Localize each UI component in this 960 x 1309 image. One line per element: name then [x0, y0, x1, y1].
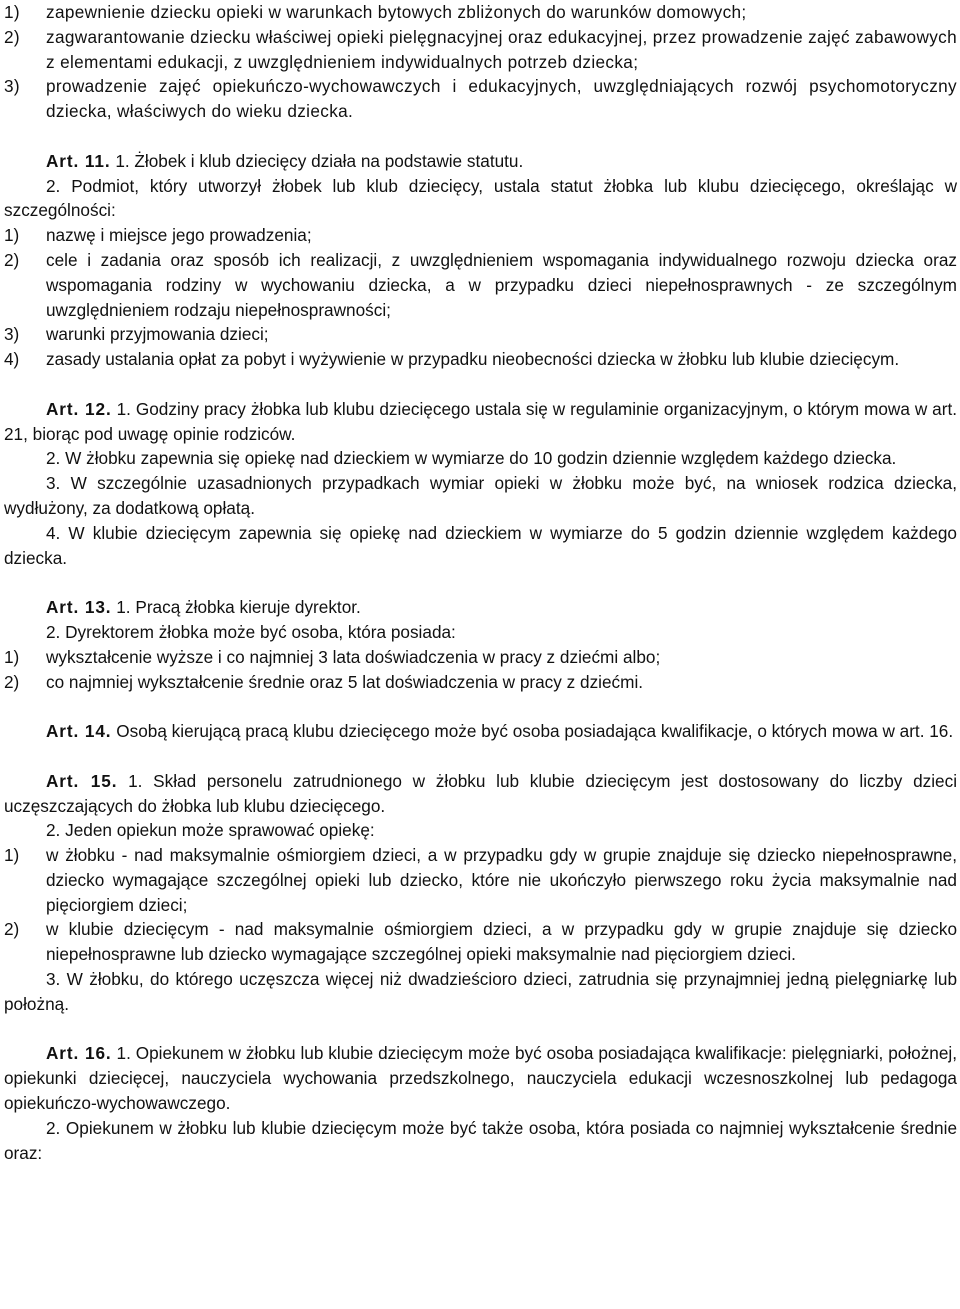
list-item — [4, 248, 957, 322]
article-12-paragraph-2: 2. W żłobku zapewnia się opiekę nad dzieckiem w wymiarze do 10 godzin dziennie względem każdego dziecka. — [46, 448, 897, 469]
list-item-number: 3) — [4, 324, 20, 345]
list-item-number: 2) — [4, 26, 20, 47]
list-item-number: 1) — [4, 225, 20, 246]
list-item-number: 3) — [4, 76, 20, 97]
list-item-text: co najmniej wykształcenie średnie oraz 5 lat doświadczenia w pracy z dziećmi. — [46, 671, 644, 692]
list-item — [4, 670, 957, 695]
list-item-text: zasady ustalania opłat za pobyt i wyżywienie w przypadku nieobecności dziecka w żłobku lub klubie dziecięcym. — [46, 349, 900, 370]
article-11-paragraph-1 — [4, 149, 957, 174]
list-item-number: 1) — [4, 646, 20, 667]
list-item-number: 2) — [4, 249, 20, 270]
article-15-paragraph-3: 3. W żłobku, do którego uczęszcza więcej niż dwadzieścioro dzieci, zatrudnia się przynajmniej jedną pielęgniarkę lub położną. — [4, 969, 957, 1014]
list-item — [4, 347, 957, 372]
list-item — [4, 917, 957, 967]
article-14-paragraph-1-text: Osobą kierującą pracą klubu dziecięcego może być osoba posiadająca kwalifikacje, o których mowa w art. 16. — [116, 721, 954, 742]
list-item — [4, 223, 957, 248]
list-item — [4, 843, 957, 917]
list-item — [4, 645, 957, 670]
list-item-text: wykształcenie wyższe i co najmniej 3 lata doświadczenia w pracy z dziećmi albo; — [46, 646, 661, 667]
article-16-paragraph-1 — [4, 1041, 957, 1115]
list-item-text: cele i zadania oraz sposób ich realizacji, z uwzględnieniem wspomagania indywidualnego rozwoju dziecka oraz wspomagania rodziny w wychowaniu dziecka, a w przypadku dzieci niepełnosprawnych - ze szczególnym uwzględnieniem rodzaju niepełnosprawności; — [46, 249, 957, 320]
article-13-label: Art. 13. — [46, 597, 112, 618]
list-item-text: w klubie dziecięcym - nad maksymalnie ośmiorgiem dzieci, a w przypadku gdy w grupie znajduje się dziecko niepełnosprawne lub dziecko wymagające szczególnej opieki maksymalnie nad pięciorgiem dzieci. — [46, 919, 957, 965]
article-11-paragraph-1-text: 1. Żłobek i klub dziecięcy działa na podstawie statutu. — [115, 150, 524, 171]
list-item — [4, 322, 957, 347]
list-item-text: w żłobku - nad maksymalnie ośmiorgiem dzieci, a w przypadku gdy w grupie znajduje się dziecko niepełnosprawne, dziecko wymagające szczególnej opieki lub dziecko, które nie ukończyło pierwszego roku życia maksymalnie nad pięciorgiem dzieci; — [46, 845, 957, 915]
list-item-text: nazwę i miejsce jego prowadzenia; — [46, 225, 312, 246]
article-14-paragraph-1 — [4, 719, 957, 744]
article-15-paragraph-1 — [4, 769, 957, 819]
list-item-number: 2) — [4, 919, 20, 940]
list-item-number: 1) — [4, 2, 20, 22]
article-14-label: Art. 14. — [46, 721, 112, 742]
list-item-number: 2) — [4, 671, 20, 692]
article-12-paragraph-4: 4. W klubie dziecięcym zapewnia się opiekę nad dzieckiem w wymiarze do 5 godzin dziennie względem każdego dziecka. — [4, 522, 957, 568]
article-16-paragraph-1-text: 1. Opiekunem w żłobku lub klubie dziecięcym może być osoba posiadająca kwalifikacje: pielęgniarki, położnej, opiekunki dziecięcej, nauczyciela wychowania przedszkolnego, nauczyciela edukacji wczesnoszkolnej lub pedagoga opiekuńczo-wychowawczego. — [4, 1043, 958, 1114]
article-12-paragraph-3: 3. W szczególnie uzasadnionych przypadkach wymiar opieki w żłobku może być, na wniosek rodzica dziecka, wydłużony, za dodatkową opłatą. — [4, 473, 957, 518]
list-item — [4, 0, 957, 25]
article-13-paragraph-1 — [4, 595, 957, 620]
article-11-paragraph-2: 2. Podmiot, który utworzył żłobek lub klub dziecięcy, ustala statut żłobka lub klubu dziecięcego, określając w szczególności: — [4, 175, 957, 221]
list-item-number: 1) — [4, 845, 20, 866]
list-item-number: 4) — [4, 349, 20, 370]
article-12-paragraph-1-text: 1. Godziny pracy żłobka lub klubu dziecięcego ustala się w regulaminie organizacyjnym, o którym mowa w art. 21, biorąc pod uwagę opinie rodziców. — [4, 398, 958, 444]
article-12-paragraph-1 — [4, 397, 957, 447]
article-12-label: Art. 12. — [46, 398, 112, 419]
article-16-label: Art. 16. — [46, 1043, 112, 1064]
list-item — [4, 25, 957, 75]
article-13-paragraph-1-text: 1. Pracą żłobka kieruje dyrektor. — [116, 597, 361, 618]
list-item-text: warunki przyjmowania dzieci; — [46, 324, 269, 345]
article-15-paragraph-2: 2. Jeden opiekun może sprawować opiekę: — [46, 820, 375, 841]
list-item-text: prowadzenie zajęć opiekuńczo-wychowawczych i edukacyjnych, uwzględniających rozwój psychomotoryczny dziecka, właściwych do wieku dziecka. — [46, 76, 957, 122]
list-item — [4, 74, 957, 124]
article-15-paragraph-1-text: 1. Skład personelu zatrudnionego w żłobku lub klubie dziecięcym jest dostosowany do liczby dzieci uczęszczających do żłobka lub klubu dziecięcego. — [4, 770, 958, 816]
article-16-paragraph-2: 2. Opiekunem w żłobku lub klubie dziecięcym może być także osoba, która posiada co najmniej wykształcenie średnie oraz: — [4, 1117, 957, 1163]
article-15-label: Art. 15. — [46, 770, 118, 791]
article-13-paragraph-2: 2. Dyrektorem żłobka może być osoba, która posiada: — [46, 621, 456, 642]
list-item-text: zagwarantowanie dziecku właściwej opieki pielęgnacyjnej oraz edukacyjnej, przez prowadzenie zajęć zabawowych z elementami edukacji, z uwzględnieniem indywidualnych potrzeb dziecka; — [46, 26, 958, 72]
article-11-label: Art. 11. — [46, 150, 111, 171]
list-item-text: zapewnienie dziecku opieki w warunkach bytowych zbliżonych do warunków domowych; — [46, 2, 747, 22]
